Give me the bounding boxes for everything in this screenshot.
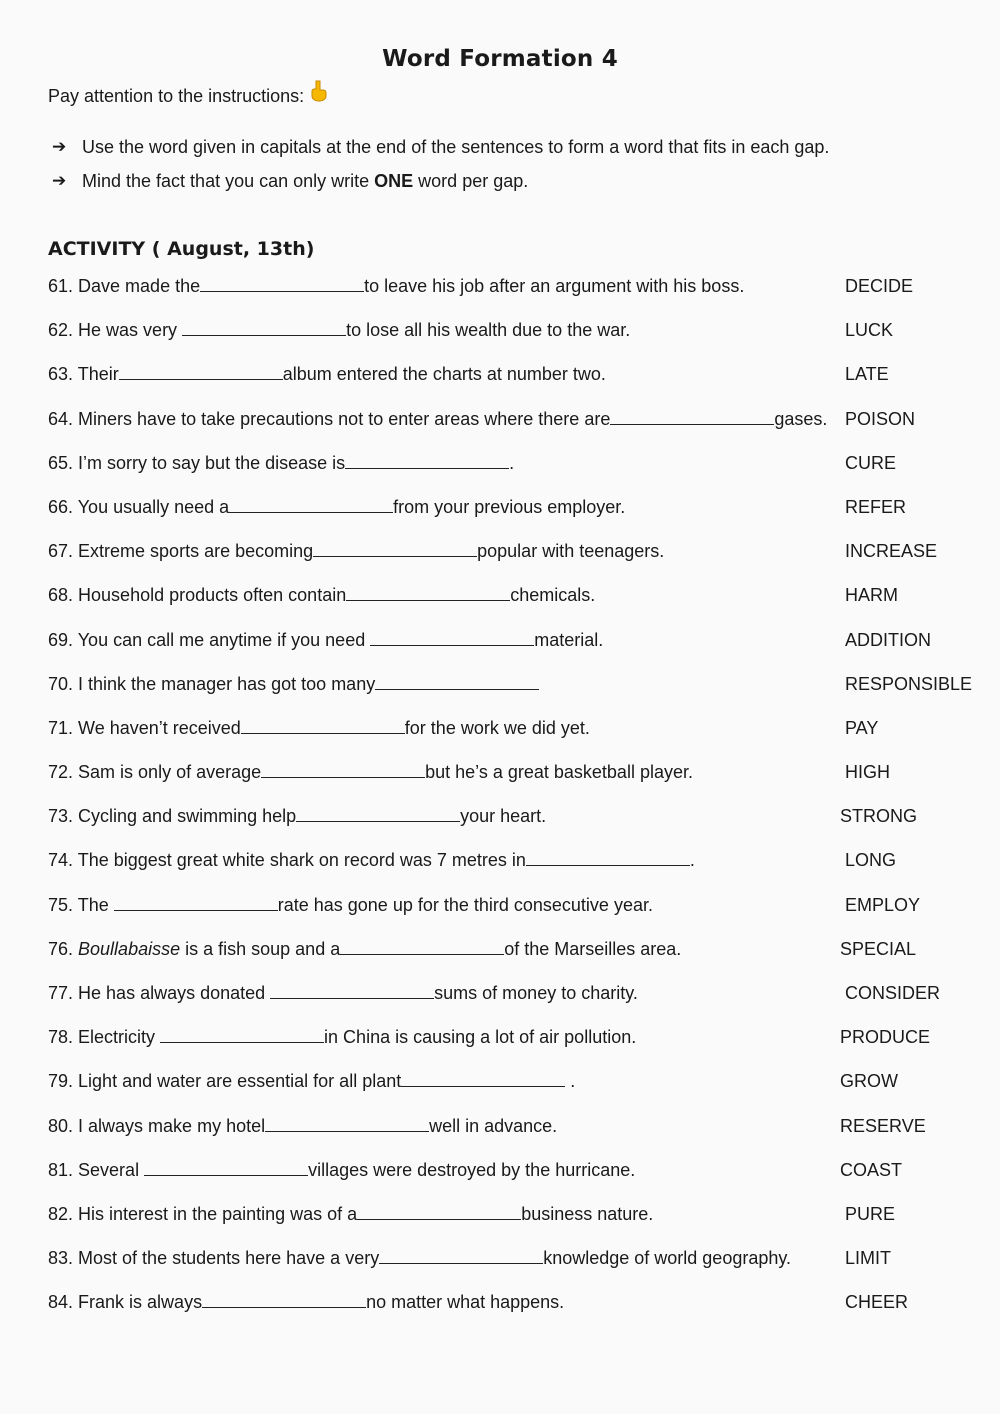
base-word: HARM	[845, 585, 898, 606]
sentence-start: Electricity	[78, 1027, 161, 1048]
intro-line	[48, 80, 328, 108]
exercise-sentence	[48, 1289, 564, 1315]
sentence-start: The	[77, 894, 114, 915]
exercise-row	[48, 671, 988, 715]
base-word: PURE	[845, 1203, 896, 1224]
exercise-row	[48, 1201, 988, 1245]
answer-gap[interactable]	[241, 715, 405, 734]
sentence-start: Light and water are essential for all plant	[78, 1071, 402, 1092]
exercise-sentence	[48, 273, 744, 299]
base-word: INCREASE	[845, 541, 938, 562]
item-number: 83.	[48, 1248, 79, 1269]
answer-gap[interactable]	[270, 980, 434, 999]
item-number: 78.	[48, 1027, 79, 1048]
base-word: LONG	[845, 850, 897, 871]
exercise-sentence	[48, 892, 653, 918]
exercise-sentence	[48, 494, 625, 520]
answer-gap[interactable]	[144, 1157, 308, 1176]
sentence-end: knowledge of world geography.	[543, 1248, 792, 1269]
base-word: STRONG	[840, 806, 918, 827]
answer-gap[interactable]	[261, 759, 425, 778]
exercise-row	[48, 759, 988, 803]
exercise-row	[48, 1024, 988, 1068]
answer-gap[interactable]	[379, 1245, 543, 1264]
sentence-start: He was very	[78, 320, 183, 341]
sentence-start: Cycling and swimming help	[78, 806, 297, 827]
exercise-sentence	[48, 1068, 575, 1094]
sentence-start: Extreme sports are becoming	[78, 541, 314, 562]
base-word: ADDITION	[845, 629, 932, 650]
exercise-sentence	[48, 1157, 635, 1183]
activity-heading: ACTIVITY ( August, 13th)	[48, 238, 315, 260]
intro-text: Pay attention to the instructions:	[48, 86, 305, 106]
exercise-row	[48, 1113, 988, 1157]
exercise-sentence	[48, 450, 514, 476]
exercise-sentence	[48, 582, 595, 608]
item-number: 77.	[48, 983, 79, 1003]
item-number: 63.	[48, 364, 78, 385]
exercise-row	[48, 715, 988, 759]
sentence-start: Household products often contain	[78, 585, 347, 606]
sentence-start: I always make my hotel	[78, 1115, 266, 1136]
italic-term: Boullabaisse	[78, 938, 181, 959]
exercise-row	[48, 936, 988, 980]
exercise-row	[48, 582, 988, 626]
item-number: 82.	[48, 1203, 79, 1224]
exercise-row	[48, 538, 988, 582]
answer-gap[interactable]	[375, 671, 539, 690]
base-word: RESPONSIBLE	[845, 673, 973, 694]
exercise-row	[48, 1289, 988, 1333]
base-word: RESERVE	[840, 1115, 926, 1136]
exercise-row	[48, 892, 988, 936]
answer-gap[interactable]	[340, 936, 504, 955]
exercise-sentence	[48, 406, 827, 432]
item-number: 73.	[48, 806, 79, 827]
answer-gap[interactable]	[610, 406, 774, 425]
answer-gap[interactable]	[345, 450, 509, 469]
exercise-sentence	[48, 1113, 557, 1139]
exercise-row	[48, 361, 988, 405]
sentence-start: Sam is only of average	[78, 762, 262, 783]
sentence-start: Several	[78, 1159, 145, 1180]
exercise-row	[48, 494, 988, 538]
answer-gap[interactable]	[119, 361, 283, 380]
base-word: EMPLOY	[845, 894, 921, 915]
sentence-end: .	[689, 850, 695, 871]
item-number: 75.	[48, 894, 78, 915]
sentence-start: I’m sorry to say but the disease is	[78, 452, 346, 473]
item-number: 69.	[48, 629, 78, 650]
sentence-end: sums of money to charity.	[434, 983, 638, 1003]
instruction-text: Mind the fact that you can only write ONE word per gap.	[82, 170, 529, 191]
instructions-list	[52, 130, 829, 198]
item-number: 64.	[48, 408, 79, 429]
base-word: POISON	[845, 408, 916, 429]
sentence-start: Dave made the	[78, 276, 201, 296]
exercise-row	[48, 847, 988, 891]
sentence-start: His interest in the painting was of a	[78, 1203, 358, 1224]
exercise-sentence	[48, 715, 590, 741]
sentence-start: You usually need a	[77, 496, 230, 517]
item-number: 62.	[48, 320, 79, 341]
sentence-start: He has always donated	[78, 983, 271, 1003]
sentence-start: Miners have to take precautions not to enter areas where there are	[78, 408, 611, 429]
sentence-end: chemicals.	[510, 585, 596, 606]
exercise-sentence	[48, 627, 603, 653]
item-number: 61.	[48, 276, 79, 296]
base-word: LUCK	[845, 320, 894, 341]
sentence-start: Frank is always	[78, 1292, 203, 1313]
sentence-start: You can call me anytime if you need	[77, 629, 371, 650]
answer-gap[interactable]	[114, 892, 278, 911]
exercise-sentence	[48, 803, 546, 829]
sentence-end: rate has gone up for the third consecutive year.	[277, 894, 653, 915]
sentence-end: .	[509, 452, 515, 473]
answer-gap[interactable]	[296, 803, 460, 822]
exercise-row	[48, 406, 988, 450]
base-word: LATE	[845, 364, 889, 385]
answer-gap[interactable]	[265, 1113, 429, 1132]
sentence-end: popular with teenagers.	[477, 541, 665, 562]
exercise-sentence	[48, 759, 693, 785]
exercise-sentence	[48, 847, 695, 873]
base-word: HIGH	[845, 762, 890, 783]
item-number: 76.	[48, 938, 79, 959]
exercise-sentence	[48, 317, 630, 343]
base-word: GROW	[840, 1071, 898, 1092]
exercise-sentence	[48, 671, 539, 697]
sentence-end: for the work we did yet.	[404, 717, 590, 738]
answer-gap[interactable]	[346, 582, 510, 601]
sentence-end: your heart.	[460, 806, 547, 827]
sentence-end: .	[565, 1071, 576, 1092]
sentence-end: but he’s a great basketball player.	[425, 762, 693, 783]
item-number: 74.	[48, 850, 78, 871]
base-word: PAY	[845, 717, 879, 738]
base-word: CONSIDER	[845, 983, 941, 1003]
answer-gap[interactable]	[229, 494, 393, 513]
sentence-start: is a fish soup and a	[180, 938, 341, 959]
exercise-row	[48, 1157, 988, 1201]
item-number: 68.	[48, 585, 79, 606]
exercise-sentence	[48, 361, 606, 387]
sentence-start: We haven’t received	[78, 717, 241, 738]
exercise-row	[48, 1245, 988, 1289]
exercise-sentence	[48, 936, 681, 962]
sentence-end: villages were destroyed by the hurricane.	[308, 1159, 636, 1180]
item-number: 80.	[48, 1115, 79, 1136]
sentence-end: material.	[534, 629, 604, 650]
pointing-down-hand-icon	[310, 80, 328, 108]
instruction-item	[52, 130, 829, 164]
base-word: COAST	[840, 1159, 903, 1180]
sentence-end: to leave his job after an argument with his boss.	[364, 276, 745, 296]
base-word: SPECIAL	[840, 938, 917, 959]
base-word: PRODUCE	[840, 1027, 931, 1048]
exercise-row	[48, 627, 988, 671]
exercise-row	[48, 450, 988, 494]
exercise-row	[48, 980, 988, 1024]
base-word: CHEER	[845, 1292, 909, 1313]
base-word: LIMIT	[845, 1248, 892, 1269]
exercise-sentence	[48, 980, 638, 1006]
exercise-row	[48, 317, 988, 361]
instruction-emphasis: ONE	[374, 170, 414, 191]
item-number: 84.	[48, 1292, 79, 1313]
sentence-end: from your previous employer.	[393, 496, 626, 517]
answer-gap[interactable]	[370, 627, 534, 646]
page-title: Word Formation 4	[382, 46, 618, 72]
item-number: 66.	[48, 496, 78, 517]
sentence-end: no matter what happens.	[366, 1292, 565, 1313]
answer-gap[interactable]	[202, 1289, 366, 1308]
item-number: 70.	[48, 673, 79, 694]
sentence-start: The biggest great white shark on record was 7 metres in	[77, 850, 526, 871]
base-word: DECIDE	[845, 276, 914, 296]
base-word: REFER	[845, 496, 907, 517]
sentence-end: to lose all his wealth due to the war.	[346, 320, 631, 341]
exercise-row	[48, 1068, 988, 1112]
item-number: 71.	[48, 717, 79, 738]
answer-gap[interactable]	[357, 1201, 521, 1220]
sentence-end: in China is causing a lot of air pollution.	[324, 1027, 637, 1048]
answer-gap[interactable]	[160, 1024, 324, 1043]
instruction-item	[52, 164, 829, 198]
answer-gap[interactable]	[200, 273, 364, 292]
item-number: 72.	[48, 762, 79, 783]
exercise-sentence	[48, 1024, 636, 1050]
sentence-end: album entered the charts at number two.	[282, 364, 606, 385]
instruction-text: Use the word given in capitals at the end of the sentences to form a word that fits in each gap.	[82, 136, 830, 157]
arrow-icon: ➔	[52, 171, 67, 190]
sentence-end: gases.	[774, 408, 828, 429]
sentence-end: well in advance.	[429, 1115, 558, 1136]
arrow-icon: ➔	[52, 137, 67, 156]
sentence-start: I think the manager has got too many	[78, 673, 376, 694]
sentence-end: of the Marseilles area.	[504, 938, 682, 959]
answer-gap[interactable]	[401, 1068, 565, 1087]
answer-gap[interactable]	[526, 847, 690, 866]
exercise-row	[48, 803, 988, 847]
exercise-list	[48, 273, 988, 1334]
base-word: CURE	[845, 452, 897, 473]
answer-gap[interactable]	[182, 317, 346, 336]
exercise-row	[48, 273, 988, 317]
exercise-sentence	[48, 1245, 791, 1271]
exercise-sentence	[48, 538, 664, 564]
sentence-start: Most of the students here have a very	[78, 1248, 380, 1269]
item-number: 67.	[48, 541, 79, 562]
answer-gap[interactable]	[313, 538, 477, 557]
sentence-start: Their	[77, 364, 119, 385]
exercise-sentence	[48, 1201, 653, 1227]
sentence-end: business nature.	[521, 1203, 654, 1224]
item-number: 65.	[48, 452, 79, 473]
item-number: 79.	[48, 1071, 79, 1092]
item-number: 81.	[48, 1159, 79, 1180]
